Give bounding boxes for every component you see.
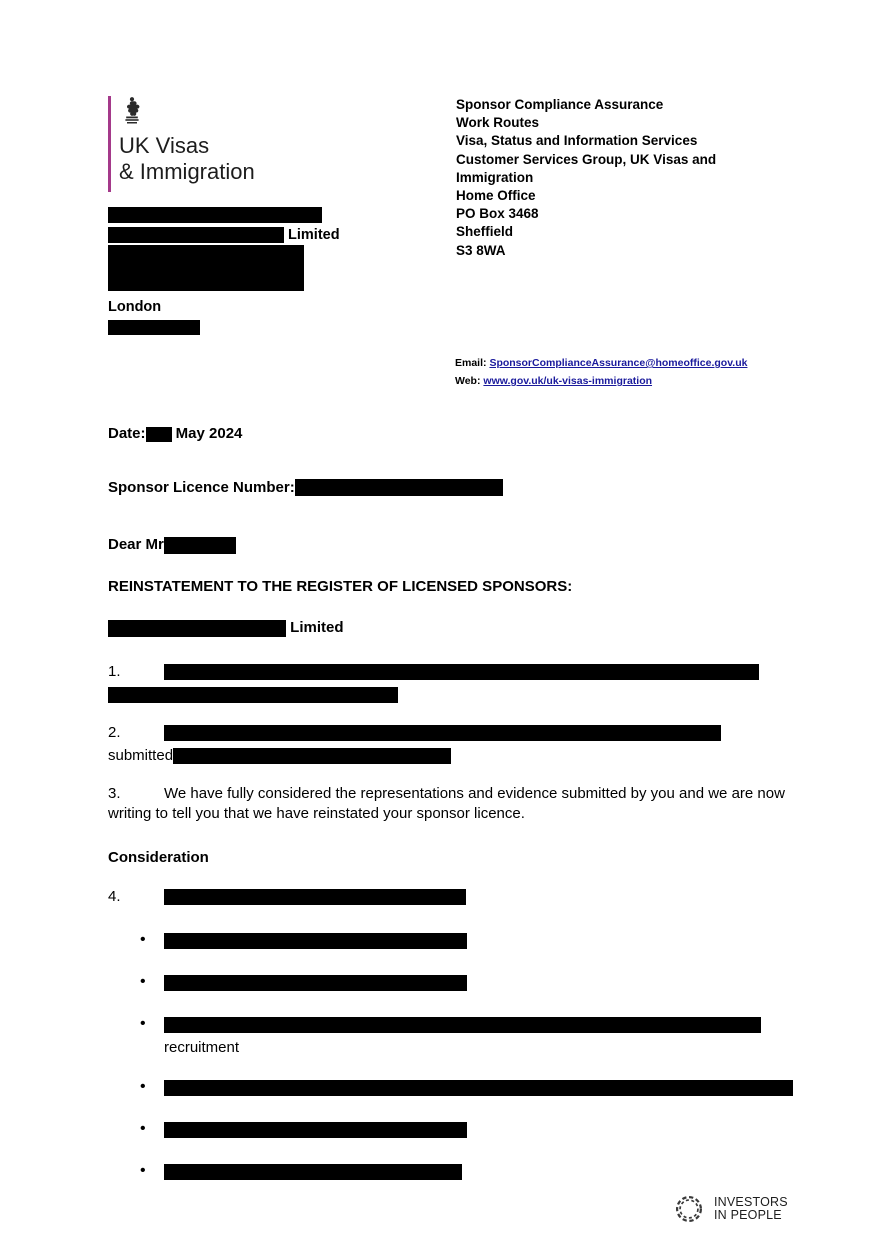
salutation <box>108 535 798 555</box>
redaction-bar <box>108 620 286 637</box>
sender-address-line: S3 8WA <box>456 242 506 258</box>
iip-wordmark <box>714 1196 788 1223</box>
redaction-bar <box>295 479 503 496</box>
sender-address-line: Sheffield <box>456 224 514 240</box>
paragraph-1 <box>108 662 798 705</box>
list-item <box>108 1015 798 1058</box>
email-link[interactable]: SponsorComplianceAssurance@homeoffice.gov.uk <box>489 357 748 369</box>
crown-icon <box>119 96 255 131</box>
paragraph-3-text: We have fully considered the representations and evidence submitted by you and we are now writing to tell you that we have reinstated your sponsor licence. <box>108 784 785 822</box>
paragraph-4 <box>108 887 798 907</box>
list-item <box>108 1078 798 1098</box>
recipient-city: London <box>108 299 162 315</box>
web-link[interactable]: www.gov.uk/uk-visas-immigration <box>483 375 653 387</box>
sender-address-line: Work Routes <box>456 115 540 131</box>
date-value: May 2024 <box>171 425 243 442</box>
paragraph-2-text: submitted <box>108 746 174 764</box>
redaction-bar <box>108 245 304 291</box>
redaction-bar <box>173 748 451 764</box>
recipient-line-2 <box>108 225 428 245</box>
investors-in-people-logo <box>672 1192 788 1226</box>
salutation-label: Dear Mr <box>108 536 164 553</box>
logo-line-1: UK Visas <box>119 133 210 158</box>
recipient-block-redaction <box>108 245 428 293</box>
redaction-bar <box>164 933 467 949</box>
iip-line-1: INVESTORS <box>714 1194 788 1209</box>
ukvi-logo <box>108 96 408 192</box>
redaction-bar <box>146 427 172 442</box>
redaction-bar <box>108 227 284 243</box>
list-item-line-2 <box>164 1038 798 1058</box>
paragraph-2 <box>108 723 798 766</box>
email-row <box>455 354 747 372</box>
sender-address-line: PO Box 3468 <box>456 206 539 222</box>
list-item <box>108 1120 798 1140</box>
sender-address-line: Customer Services Group, UK Visas and <box>456 151 717 167</box>
recipient-company-suffix: Limited <box>284 227 340 243</box>
redaction-bar <box>108 207 322 223</box>
date-line <box>108 424 798 444</box>
redaction-bar <box>164 537 236 554</box>
contact-details <box>455 354 747 390</box>
list-item <box>108 931 798 951</box>
sender-address-line: Sponsor Compliance Assurance <box>456 97 664 112</box>
consideration-bullet-list <box>108 931 798 1182</box>
sender-address <box>456 96 716 260</box>
logo-text <box>119 96 255 185</box>
paragraph-1-line-2 <box>108 685 798 705</box>
paragraph-3 <box>108 784 798 824</box>
web-label: Web: <box>455 375 481 387</box>
royal-crown-icon <box>119 96 145 126</box>
paragraph-number: 4. <box>108 888 121 905</box>
recipient-postcode <box>108 317 428 337</box>
recipient-address <box>108 205 428 337</box>
sender-address-line: Home Office <box>456 188 536 204</box>
redaction-bar <box>164 1080 793 1096</box>
paragraph-2-line-2 <box>108 746 798 766</box>
section-heading-consideration: Consideration <box>108 848 209 866</box>
licence-label: Sponsor Licence Number: <box>108 478 295 496</box>
web-row <box>455 372 747 390</box>
company-name-line <box>108 618 798 638</box>
letter-subject: REINSTATEMENT TO THE REGISTER OF LICENSED SPONSORS: <box>108 577 573 595</box>
redaction-bar <box>164 889 466 905</box>
sender-address-line: Visa, Status and Information Services <box>456 133 698 149</box>
list-item-text: recruitment <box>164 1039 240 1056</box>
list-item <box>108 973 798 993</box>
recipient-line-1 <box>108 205 428 225</box>
redaction-bar <box>108 687 398 703</box>
iip-line-2: IN PEOPLE <box>714 1208 782 1222</box>
redaction-bar <box>164 725 721 741</box>
date-label: Date: <box>108 425 146 442</box>
logo-accent-bar <box>108 96 111 192</box>
laurel-circle-icon <box>672 1192 706 1226</box>
logo-line-2: & Immigration <box>119 159 255 184</box>
paragraph-number: 2. <box>108 723 121 741</box>
redaction-bar <box>164 1122 467 1138</box>
email-label: Email: <box>455 357 487 369</box>
list-item <box>108 1162 798 1182</box>
letter-body <box>108 424 798 1204</box>
redaction-bar <box>164 1017 761 1033</box>
redaction-bar <box>108 320 200 335</box>
redaction-bar <box>164 1164 462 1180</box>
sender-address-line: Immigration <box>456 169 534 185</box>
paragraph-number: 1. <box>108 662 121 680</box>
sponsor-licence-number <box>108 478 798 498</box>
paragraph-number: 3. <box>108 784 121 802</box>
company-suffix: Limited <box>286 619 344 636</box>
redaction-bar <box>164 664 759 680</box>
redaction-bar <box>164 975 467 991</box>
